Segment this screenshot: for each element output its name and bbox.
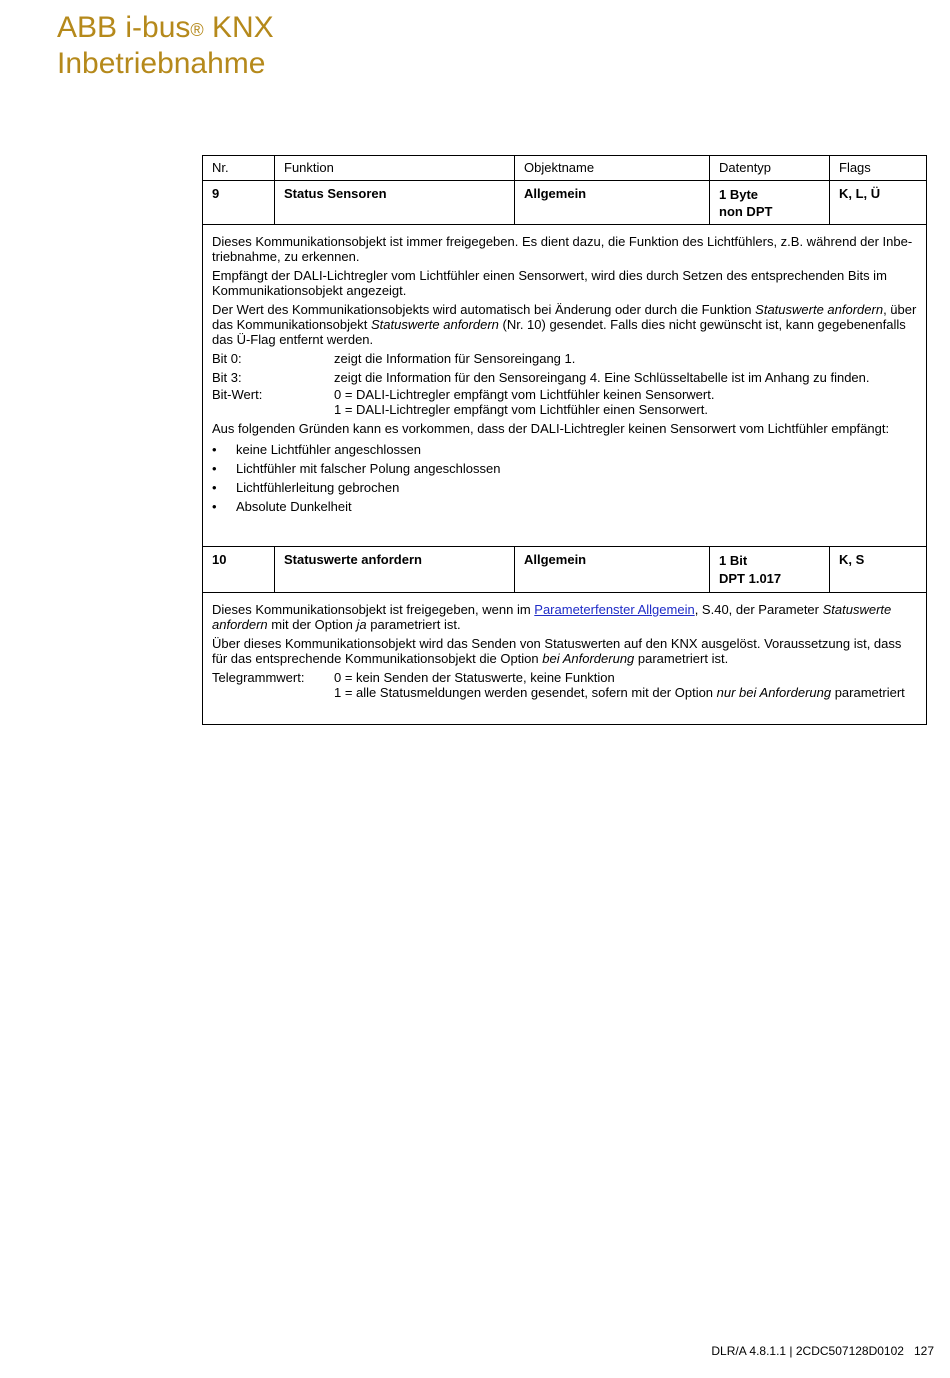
object-row-10 [203,547,927,593]
page-number: 127 [913,1344,934,1358]
object-description-9 [203,225,927,547]
obj9-paragraph-3: Der Wert des Kommunikationsobjekts wird automatisch bei Änderung oder durch die Funktion Statuswerte anfordern, über das Kommunikationsobjekt Statuswerte anfordern (Nr. 10) gesendet. Falls dies nicht gewünscht ist, kann gegebenenfalls das Ü-Flag entfernt werden. [212,302,917,347]
obj10-objektname: Allgemein [515,547,710,593]
obj9-flags: K, L, Ü [830,181,927,225]
col-header-funktion: Funktion [275,156,515,181]
obj9-paragraph-2: Empfängt der DALI-Lichtregler vom Lichtfühler einen Sensorwert, wird dies durch Setzen des entsprechenden Bits im Kommunikationsobjekt angezeigt. [212,268,887,298]
object-table [202,155,927,725]
obj10-flags: K, S [830,547,927,593]
obj9-reason-list [212,442,917,514]
obj10-telegrammwert: Telegrammwert: 0 = kein Senden der Statuswerte, keine Funktion 1 = alle Statusmeldungen werden gesendet, sofern mit der Option nur bei Anforderung parametriert [212,670,905,700]
header-title: ABB i-bus® KNX [57,11,274,44]
list-item: • Lichtfühler mit falscher Polung angeschlossen [212,461,917,476]
obj9-bit0: Bit 0: zeigt die Information für Sensoreingang 1. [212,351,576,366]
list-item: • Absolute Dunkelheit [212,499,917,514]
list-item: • keine Lichtfühler angeschlossen [212,442,917,457]
obj9-datentyp: 1 Byte non DPT [710,181,830,225]
obj9-paragraph-1: Dieses Kommunikationsobjekt ist immer freigegeben. Es dient dazu, die Funktion des Lichtfühlers, z.B. während der Inbe-triebnahme, zu erkennen. [212,234,913,264]
col-header-datentyp: Datentyp [710,156,830,181]
registered-mark: ® [190,20,204,40]
obj10-funktion: Statuswerte anfordern [275,547,515,593]
page-footer [711,1344,934,1358]
object-description-10 [203,593,927,725]
col-header-objektname: Objektname [515,156,710,181]
obj9-bit3: Bit 3: zeigt die Information für den Sensoreingang 4. Eine Schlüsseltabelle ist im Anhang zu finden. [212,370,870,385]
list-item: • Lichtfühlerleitung gebrochen [212,480,917,495]
obj9-bitwert: Bit-Wert: 0 = DALI-Lichtregler empfängt vom Lichtfühler keinen Sensorwert. 1 = DALI-Lichtregler empfängt vom Lichtfühler einen Sensorwert. [212,387,715,417]
parameterfenster-allgemein-link[interactable]: Parameterfenster Allgemein [534,602,695,617]
obj9-funktion: Status Sensoren [275,181,515,225]
document-number: DLR/A 4.8.1.1 | 2CDC507128D0102 [711,1344,904,1358]
obj10-paragraph-1: Dieses Kommunikationsobjekt ist freigegeben, wenn im Parameterfenster Allgemein, S.40, der Parameter Statuswerte anfordern mit der Option ja parametriert ist. [212,602,892,632]
col-header-nr: Nr. [203,156,275,181]
obj10-datentyp: 1 Bit DPT 1.017 [710,547,830,593]
header-subtitle: Inbetriebnahme [57,47,266,80]
table-header-row [203,156,927,181]
obj9-paragraph-4: Aus folgenden Gründen kann es vorkommen, dass der DALI-Lichtregler keinen Sensorwert vom Lichtfühler empfängt: [212,421,890,436]
obj10-paragraph-2: Über dieses Kommunikationsobjekt wird das Senden von Statuswerten auf den KNX ausgelöst. Voraussetzung ist, dass für das entsprechende Kommunikationsobjekt die Option bei Anforderung parametriert ist. [212,636,902,666]
obj9-objektname: Allgemein [515,181,710,225]
page-header [57,10,274,82]
col-header-flags: Flags [830,156,927,181]
obj9-nr: 9 [203,181,275,225]
object-row-9 [203,181,927,225]
obj10-nr: 10 [203,547,275,593]
